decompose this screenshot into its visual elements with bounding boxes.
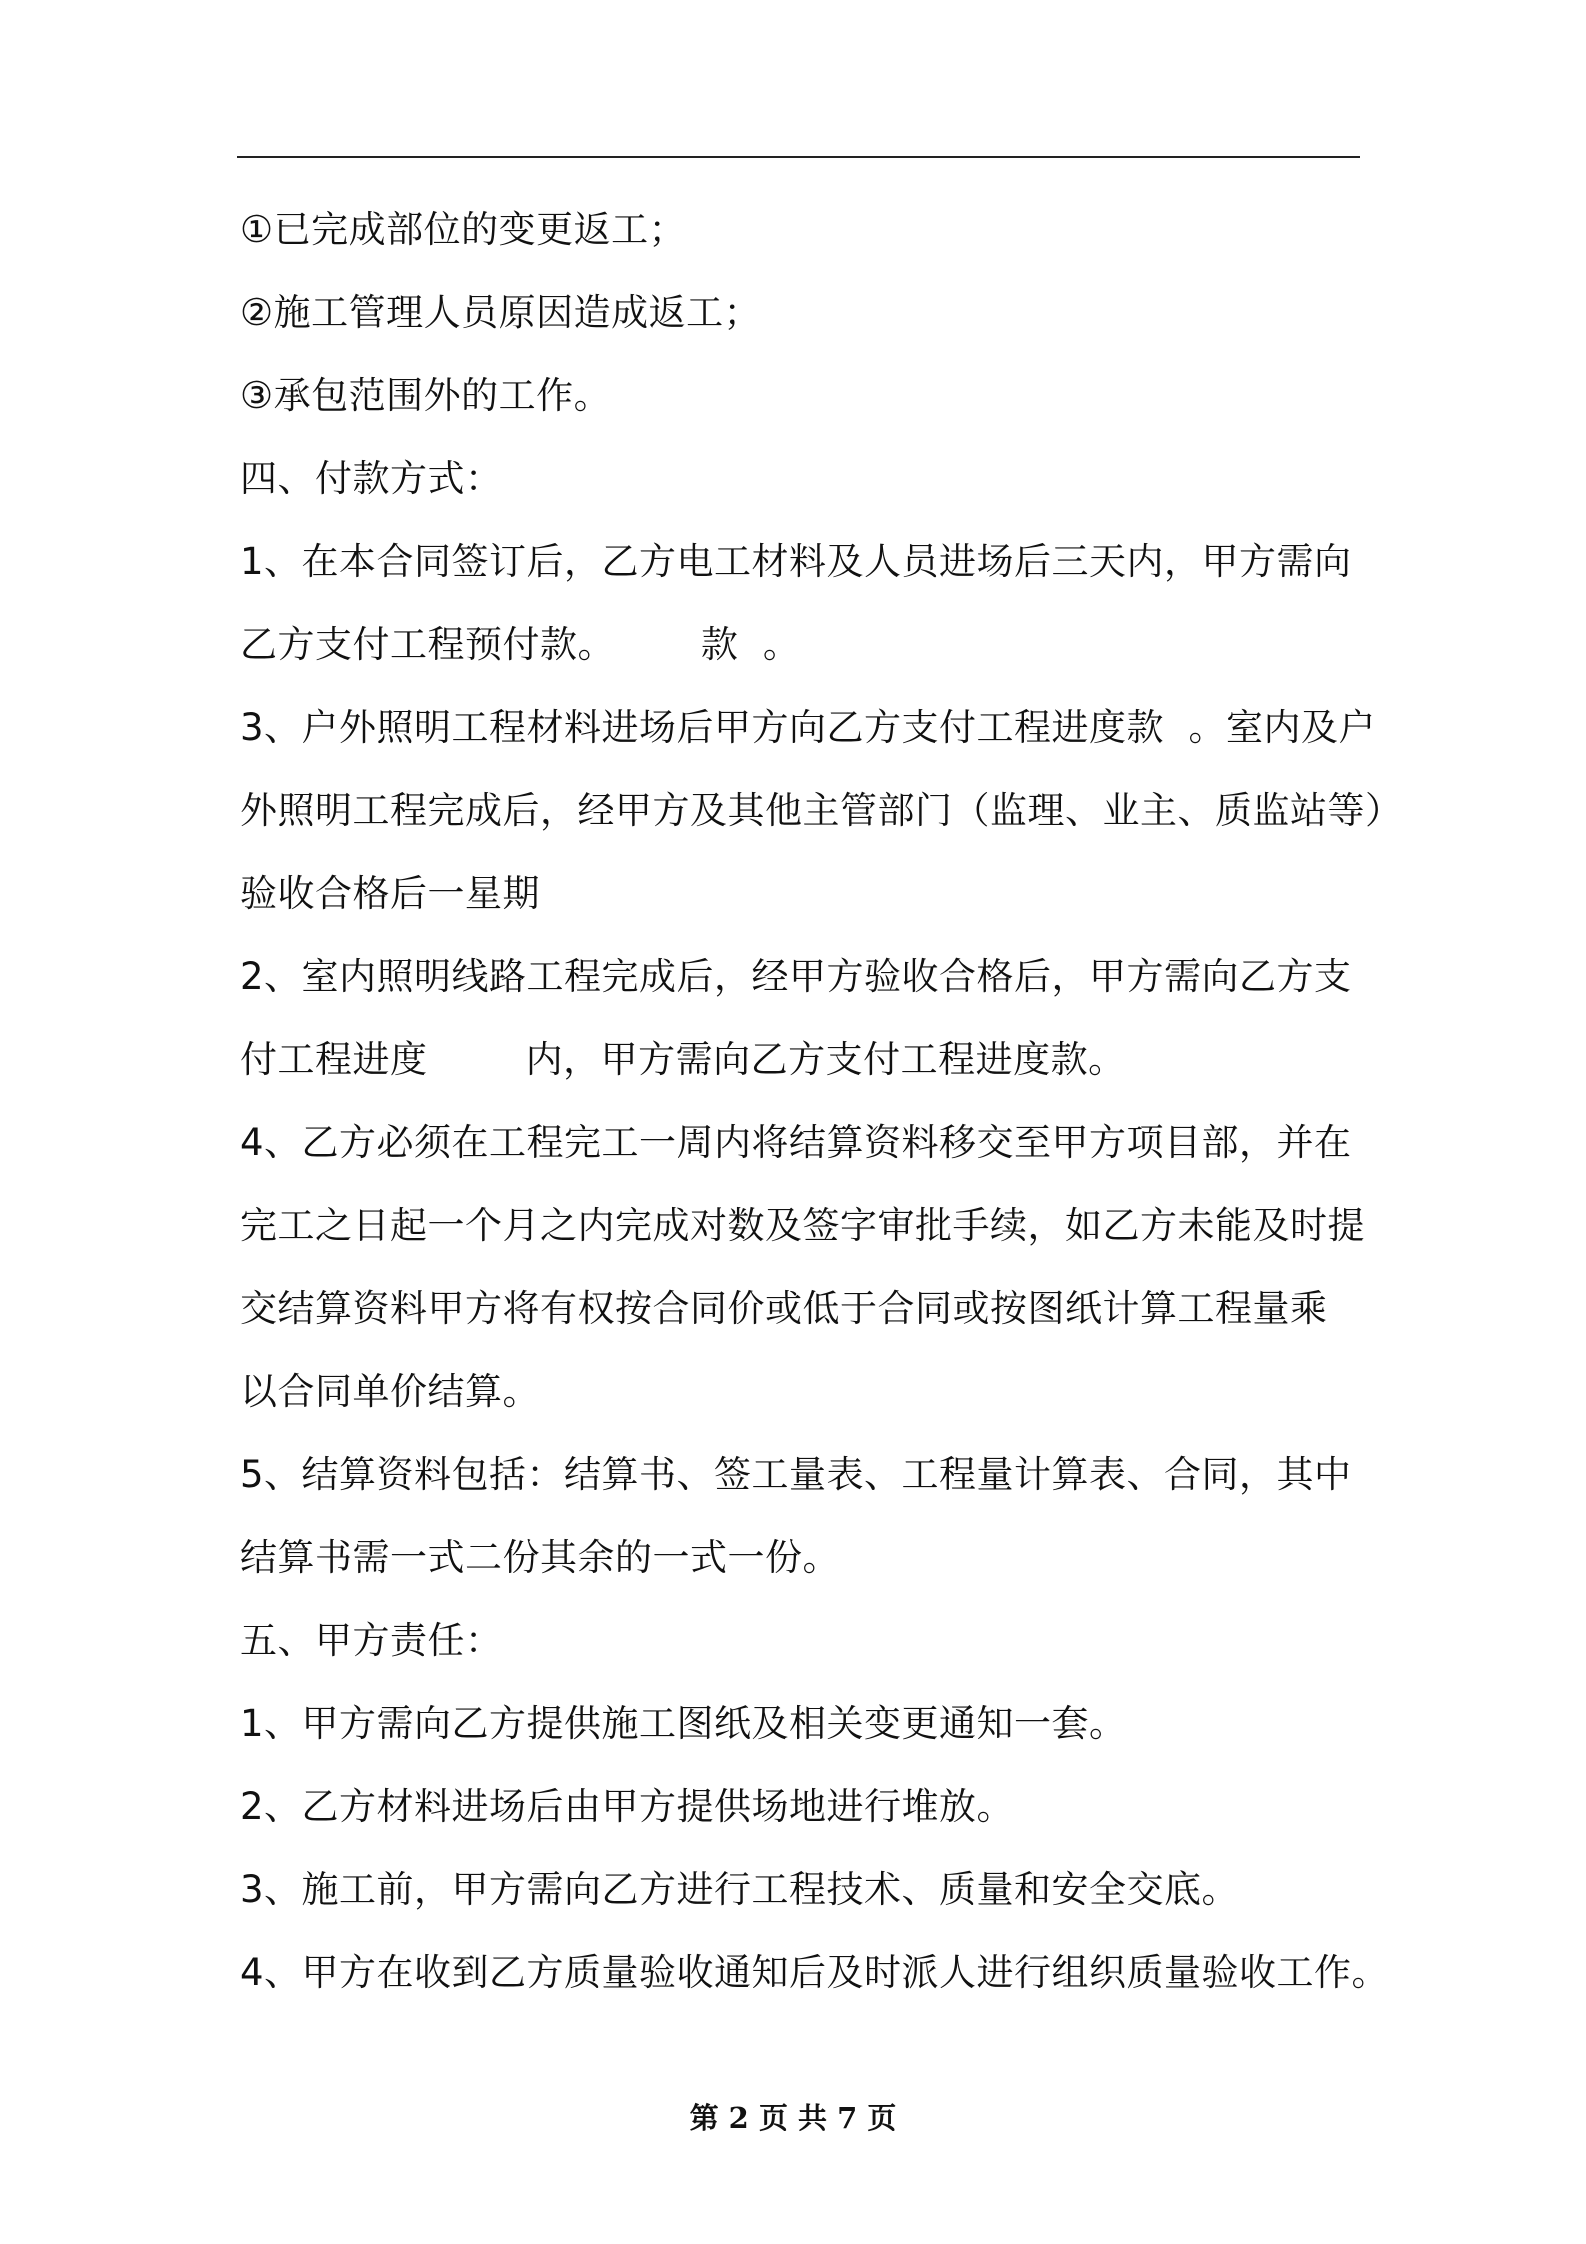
text-line: 乙方支付工程预付款。 款 。 [240, 623, 801, 666]
text-line: 验收合格后一星期 [240, 872, 540, 915]
text-line: ③承包范围外的工作。 [240, 374, 612, 417]
text-line: 外照明工程完成后，经甲方及其他主管部门（监理、业主、质监站等） [240, 789, 1403, 832]
text-line: 5、结算资料包括：结算书、签工量表、工程量计算表、合同，其中 [240, 1453, 1352, 1496]
text-line: 完工之日起一个月之内完成对数及签字审批手续，如乙方未能及时提 [240, 1204, 1365, 1247]
text-line: ②施工管理人员原因造成返工； [240, 291, 762, 334]
text-line: 付工程进度 内，甲方需向乙方支付工程进度款。 [240, 1038, 1126, 1081]
text-line: 1、甲方需向乙方提供施工图纸及相关变更通知一套。 [240, 1702, 1127, 1745]
text-line: 1、在本合同签订后，乙方电工材料及人员进场后三天内，甲方需向 [240, 540, 1352, 583]
text-line: 2、室内照明线路工程完成后，经甲方验收合格后，甲方需向乙方支 [240, 955, 1352, 998]
text-line: 结算书需一式二份其余的一式一份。 [240, 1536, 840, 1579]
section-heading: 四、付款方式： [240, 457, 503, 500]
header-rule [237, 156, 1360, 158]
text-line: 2、乙方材料进场后由甲方提供场地进行堆放。 [240, 1785, 1015, 1828]
text-line: ①已完成部位的变更返工； [240, 208, 687, 251]
section-heading: 五、甲方责任： [240, 1619, 503, 1662]
text-line: 3、施工前，甲方需向乙方进行工程技术、质量和安全交底。 [240, 1868, 1240, 1911]
text-line: 3、户外照明工程材料进场后甲方向乙方支付工程进度款 。室内及户 [240, 706, 1377, 749]
page-number-footer: 第 2 页 共 7 页 [689, 2101, 897, 2135]
text-line: 4、甲方在收到乙方质量验收通知后及时派人进行组织质量验收工作。 [240, 1951, 1390, 1994]
text-line: 交结算资料甲方将有权按合同价或低于合同或按图纸计算工程量乘 [240, 1287, 1328, 1330]
text-line: 以合同单价结算。 [240, 1370, 540, 1413]
text-line: 4、乙方必须在工程完工一周内将结算资料移交至甲方项目部，并在 [240, 1121, 1352, 1164]
